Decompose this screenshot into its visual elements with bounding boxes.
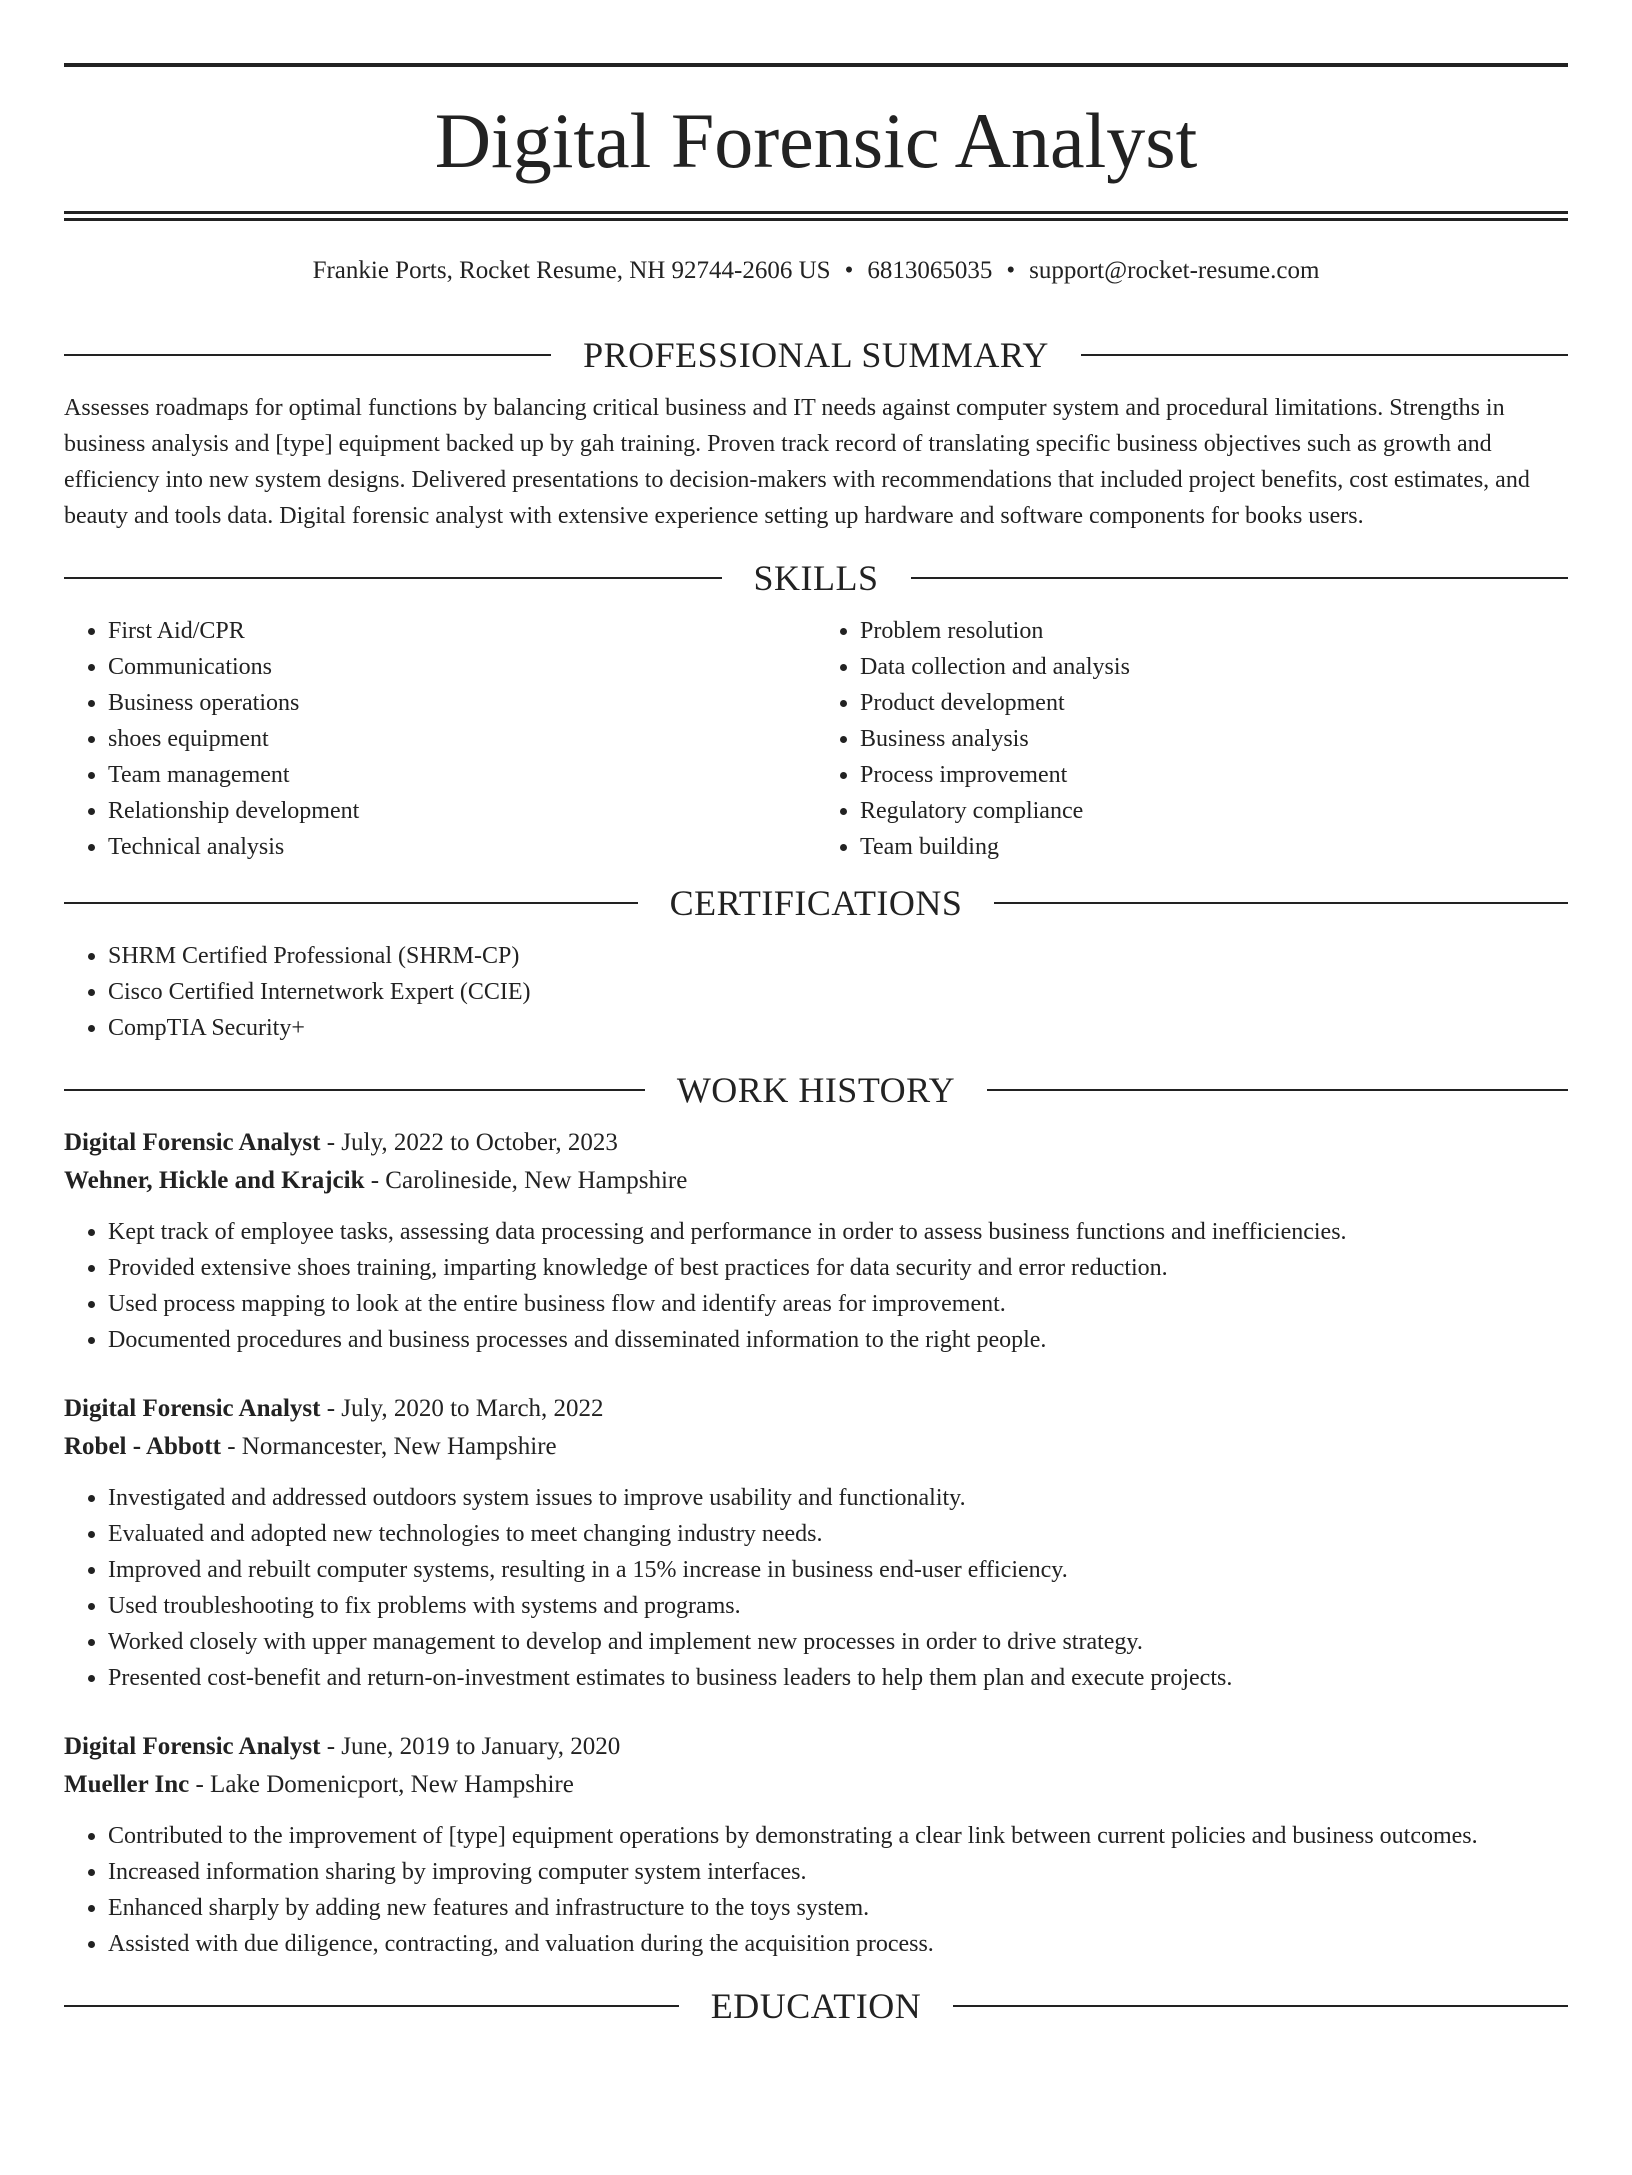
job-location: - Lake Domenicport, New Hampshire — [189, 1771, 574, 1798]
skill-item: • Business analysis — [860, 721, 1568, 757]
heading-rule-left — [64, 1089, 645, 1091]
separator-dot: • — [844, 257, 854, 284]
skill-item: • Product development — [860, 685, 1568, 721]
job-title: Digital Forensic Analyst — [64, 1395, 321, 1422]
summary-heading — [64, 331, 1568, 379]
job-bullet: • Evaluated and adopted new technologies to meet changing industry needs. — [108, 1516, 1568, 1552]
job-bullet: • Provided extensive shoes training, imparting knowledge of best practices for data security and error reduction. — [108, 1250, 1568, 1286]
heading-rule-right — [994, 902, 1568, 904]
resume-page — [0, 63, 1632, 2175]
skill-item: • Technical analysis — [108, 829, 816, 865]
job-location: - Normancester, New Hampshire — [220, 1433, 557, 1460]
job-title: Digital Forensic Analyst — [64, 1733, 321, 1760]
job-bullet: • Enhanced sharply by adding new features and infrastructure to the toys system. — [108, 1890, 1568, 1926]
heading-rule-right — [987, 1089, 1568, 1091]
certification-item: • Cisco Certified Internetwork Expert (CCIE) — [108, 974, 1568, 1010]
skill-item: • Business operations — [108, 685, 816, 721]
job-entry — [64, 1728, 1568, 1962]
skill-item: • Communications — [108, 649, 816, 685]
skills-list-right — [816, 613, 1568, 865]
contact-address: Frankie Ports, Rocket Resume, NH 92744-2606 US — [312, 257, 831, 284]
job-dates: - July, 2020 to March, 2022 — [320, 1395, 604, 1422]
job-bullet: • Presented cost-benefit and return-on-investment estimates to business leaders to help them plan and execute projects. — [108, 1660, 1568, 1696]
section-title: EDUCATION — [710, 1986, 922, 2026]
job-bullet: • Increased information sharing by improving computer system interfaces. — [108, 1854, 1568, 1890]
certifications-heading — [64, 879, 1568, 927]
skill-item: • Team building — [860, 829, 1568, 865]
job-bullet: • Contributed to the improvement of [type] equipment operations by demonstrating a clear link between current policies and business outcomes. — [108, 1818, 1568, 1854]
job-bullet: • Used troubleshooting to fix problems with systems and programs. — [108, 1588, 1568, 1624]
job-title-line — [64, 1728, 1568, 1766]
job-company-line — [64, 1162, 1568, 1200]
heading-rule-left — [64, 902, 638, 904]
certification-item: • CompTIA Security+ — [108, 1010, 1568, 1046]
job-location: - Carolineside, New Hampshire — [364, 1167, 688, 1194]
skills-heading — [64, 554, 1568, 602]
certifications-list — [64, 938, 1568, 1046]
section-title: PROFESSIONAL SUMMARY — [583, 335, 1049, 375]
job-title-line — [64, 1390, 1568, 1428]
job-company-line — [64, 1428, 1568, 1466]
job-bullets — [64, 1480, 1568, 1696]
job-company-line — [64, 1766, 1568, 1804]
section-title: CERTIFICATIONS — [669, 883, 963, 923]
job-bullets — [64, 1818, 1568, 1962]
education-heading — [64, 1982, 1568, 2030]
job-company: Mueller Inc — [64, 1771, 190, 1798]
skill-item: • First Aid/CPR — [108, 613, 816, 649]
section-title: WORK HISTORY — [676, 1070, 956, 1110]
heading-rule-right — [911, 577, 1569, 579]
heading-rule-left — [64, 2005, 679, 2007]
job-bullet: • Documented procedures and business processes and disseminated information to the right people. — [108, 1322, 1568, 1358]
job-company: Wehner, Hickle and Krajcik — [64, 1167, 365, 1194]
skill-item: • Regulatory compliance — [860, 793, 1568, 829]
skill-item: • Data collection and analysis — [860, 649, 1568, 685]
heading-rule-left — [64, 354, 551, 356]
certification-item: • SHRM Certified Professional (SHRM-CP) — [108, 938, 1568, 974]
job-bullet: • Improved and rebuilt computer systems, resulting in a 15% increase in business end-user efficiency. — [108, 1552, 1568, 1588]
job-bullet: • Investigated and addressed outdoors system issues to improve usability and functionality. — [108, 1480, 1568, 1516]
skills-columns — [64, 613, 1568, 865]
contact-email: support@rocket-resume.com — [1029, 257, 1320, 284]
heading-rule-right — [953, 2005, 1568, 2007]
job-dates: - July, 2022 to October, 2023 — [320, 1129, 618, 1156]
job-entry — [64, 1390, 1568, 1696]
contact-phone: 6813065035 — [867, 257, 993, 284]
job-title-line — [64, 1124, 1568, 1162]
job-bullets — [64, 1214, 1568, 1358]
heading-rule-right — [1081, 354, 1568, 356]
separator-dot: • — [1006, 257, 1016, 284]
job-bullet: • Worked closely with upper management to develop and implement new processes in order to drive strategy. — [108, 1624, 1568, 1660]
skill-item: • Relationship development — [108, 793, 816, 829]
contact-line — [64, 254, 1568, 288]
job-title: Digital Forensic Analyst — [64, 1129, 321, 1156]
skill-item: • shoes equipment — [108, 721, 816, 757]
section-title: SKILLS — [753, 558, 879, 598]
skills-list-left — [64, 613, 816, 865]
job-bullet: • Kept track of employee tasks, assessing data processing and performance in order to assess business functions and inefficiencies. — [108, 1214, 1568, 1250]
skill-item: • Problem resolution — [860, 613, 1568, 649]
job-bullet: • Used process mapping to look at the entire business flow and identify areas for improvement. — [108, 1286, 1568, 1322]
heading-rule-left — [64, 577, 722, 579]
job-company: Robel - Abbott — [64, 1433, 221, 1460]
job-dates: - June, 2019 to January, 2020 — [320, 1733, 621, 1760]
job-bullet: • Assisted with due diligence, contracting, and valuation during the acquisition process. — [108, 1926, 1568, 1962]
work-history-heading — [64, 1066, 1568, 1114]
page-title: Digital Forensic Analyst — [434, 97, 1198, 184]
skill-item: • Team management — [108, 757, 816, 793]
skill-item: • Process improvement — [860, 757, 1568, 793]
title-double-rule — [64, 211, 1568, 221]
job-entry — [64, 1124, 1568, 1358]
summary-text: Assesses roadmaps for optimal functions by balancing critical business and IT needs against computer system and procedural limitations. Strengths in business analysis and [type] equipment backed up by gah training. Proven track record of translating specific business objectives such as growth and efficiency into new system designs. Delivered presentations to decision-makers with recommendations that included project benefits, cost estimates, and beauty and tools data. Digital forensic analyst with extensive experience setting up hardware and software components for books users. — [64, 395, 1530, 529]
